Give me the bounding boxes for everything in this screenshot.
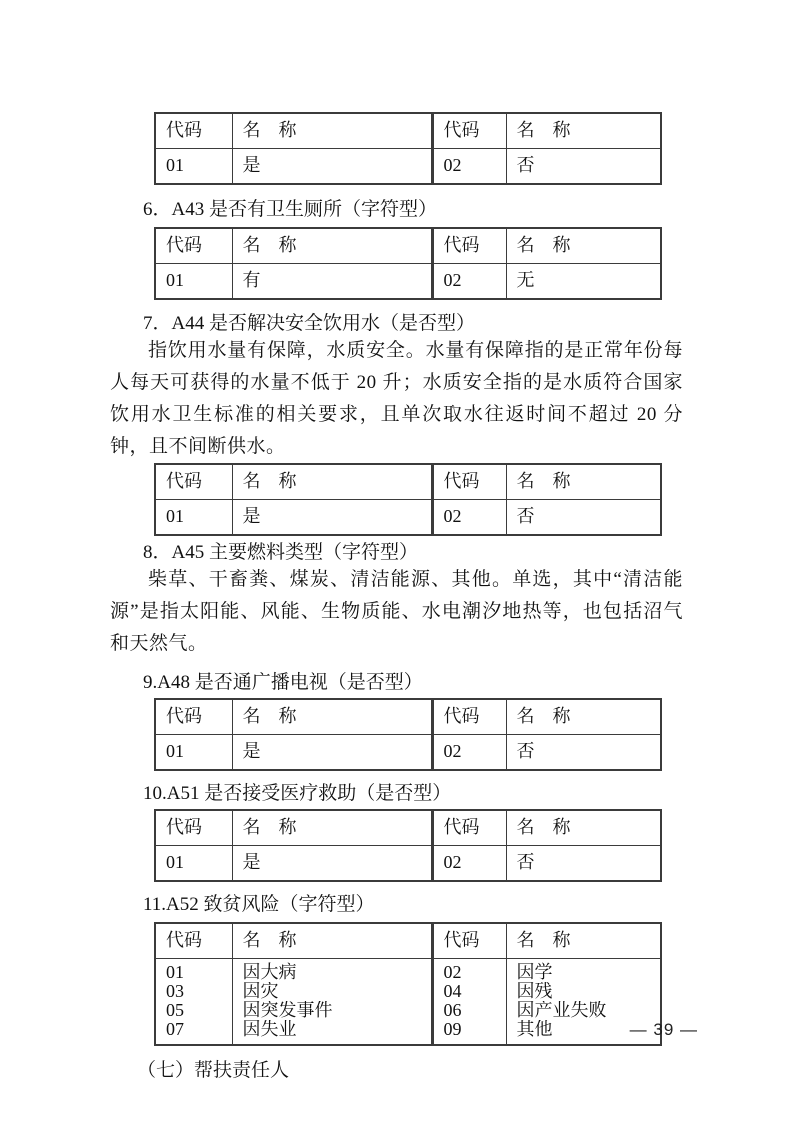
header-cell: 名 称	[232, 464, 432, 500]
header-cell: 代码	[155, 228, 232, 264]
section-heading-a43: 6．A43 是否有卫生厕所（字符型）	[143, 199, 437, 220]
header-cell: 代码	[432, 464, 506, 500]
code-cell: 01	[155, 846, 232, 882]
table-row	[155, 735, 661, 771]
code-name-table-1	[154, 112, 662, 185]
code-name-table-3	[154, 463, 662, 536]
code-cell: 01	[155, 264, 232, 300]
code-cell: 01	[155, 149, 232, 185]
table-header-row	[155, 113, 661, 149]
table-row	[155, 1020, 661, 1045]
table-row	[155, 500, 661, 536]
header-cell: 名 称	[506, 923, 661, 959]
header-cell: 代码	[432, 923, 506, 959]
code-cell: 02	[432, 959, 506, 983]
name-cell: 否	[506, 735, 661, 771]
name-cell: 因突发事件	[232, 1001, 432, 1020]
header-cell: 代码	[155, 810, 232, 846]
header-cell: 名 称	[232, 810, 432, 846]
a44-description: 指饮用水量有保障，水质安全。水量有保障指的是正常年份每人每天可获得的水量不低于 20 升；水质安全指的是水质符合国家饮用水卫生标准的相关要求，且单次取水往返时间不超过 20 分钟，且不间断供水。	[110, 340, 683, 457]
header-cell: 代码	[432, 113, 506, 149]
table-row	[155, 846, 661, 882]
header-cell: 名 称	[232, 923, 432, 959]
code-cell: 02	[432, 735, 506, 771]
code-cell: 04	[432, 982, 506, 1001]
header-cell: 代码	[432, 810, 506, 846]
table-row	[155, 1001, 661, 1020]
name-cell: 因灾	[232, 982, 432, 1001]
header-cell: 名 称	[232, 699, 432, 735]
code-name-table-5	[154, 809, 662, 882]
header-cell: 名 称	[232, 228, 432, 264]
header-cell: 名 称	[506, 699, 661, 735]
name-cell: 是	[232, 149, 432, 185]
page-number: — 39 —	[629, 1020, 698, 1039]
name-cell: 因大病	[232, 959, 432, 983]
section-heading-a51: 10.A51 是否接受医疗救助（是否型）	[143, 783, 452, 804]
name-cell: 因失业	[232, 1020, 432, 1045]
name-cell: 是	[232, 500, 432, 536]
code-cell: 01	[155, 500, 232, 536]
code-cell: 07	[155, 1020, 232, 1045]
table-row	[155, 982, 661, 1001]
table-header-row	[155, 810, 661, 846]
page-content	[110, 112, 683, 1082]
code-cell: 01	[155, 735, 232, 771]
name-cell: 是	[232, 735, 432, 771]
header-cell: 代码	[155, 464, 232, 500]
header-cell: 名 称	[232, 113, 432, 149]
table-row	[155, 959, 661, 983]
code-cell: 02	[432, 264, 506, 300]
name-cell: 否	[506, 846, 661, 882]
code-cell: 01	[155, 959, 232, 983]
code-name-table-2	[154, 227, 662, 300]
code-cell: 02	[432, 149, 506, 185]
table-header-row	[155, 699, 661, 735]
name-cell: 因学	[506, 959, 661, 983]
table-row	[155, 149, 661, 185]
table-header-row	[155, 464, 661, 500]
header-cell: 代码	[432, 699, 506, 735]
table-row	[155, 264, 661, 300]
code-cell: 02	[432, 846, 506, 882]
section-heading-a48: 9.A48 是否通广播电视（是否型）	[143, 672, 423, 693]
name-cell: 是	[232, 846, 432, 882]
code-cell: 03	[155, 982, 232, 1001]
name-cell: 因残	[506, 982, 661, 1001]
code-name-table-4	[154, 698, 662, 771]
name-cell: 因产业失败	[506, 1001, 661, 1020]
header-cell: 名 称	[506, 228, 661, 264]
code-cell: 02	[432, 500, 506, 536]
name-cell: 否	[506, 149, 661, 185]
header-cell: 名 称	[506, 113, 661, 149]
code-cell: 05	[155, 1001, 232, 1020]
section-heading-a52: 11.A52 致贫风险（字符型）	[143, 894, 375, 915]
a45-description: 柴草、干畜粪、煤炭、清洁能源、其他。单选，其中“清洁能源”是指太阳能、风能、生物质能、水电潮汐地热等，也包括沼气和天然气。	[110, 569, 683, 654]
code-cell: 09	[432, 1020, 506, 1045]
table-header-row	[155, 228, 661, 264]
header-cell: 名 称	[506, 464, 661, 500]
name-cell: 其他	[506, 1020, 661, 1045]
code-name-table-6	[154, 922, 662, 1046]
header-cell: 代码	[155, 699, 232, 735]
name-cell: 无	[506, 264, 661, 300]
header-cell: 代码	[155, 923, 232, 959]
section-heading-helper: （七）帮扶责任人	[137, 1060, 290, 1081]
header-cell: 代码	[155, 113, 232, 149]
header-cell: 代码	[432, 228, 506, 264]
section-heading-a44: 7．A44 是否解决安全饮用水（是否型）	[143, 313, 475, 334]
section-heading-a45: 8．A45 主要燃料类型（字符型）	[143, 542, 418, 563]
name-cell: 否	[506, 500, 661, 536]
name-cell: 有	[232, 264, 432, 300]
header-cell: 名 称	[506, 810, 661, 846]
table-header-row	[155, 923, 661, 959]
code-cell: 06	[432, 1001, 506, 1020]
